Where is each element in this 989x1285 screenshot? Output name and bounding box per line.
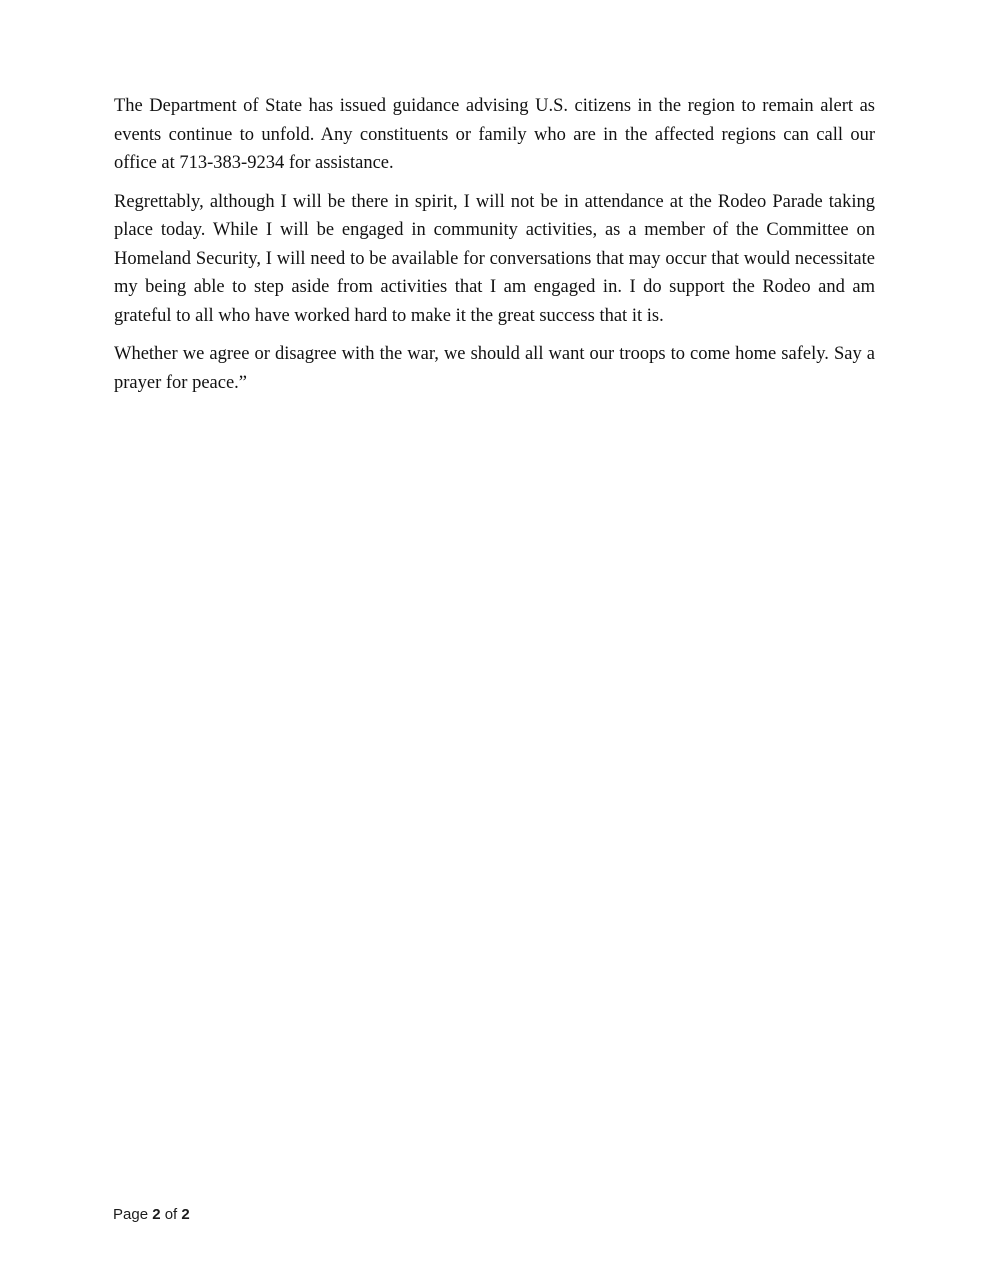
footer-total-pages: 2	[181, 1206, 190, 1223]
paragraph-rodeo-parade-regrets: Regrettably, although I will be there in spirit, I will not be in attendance at the Rodeo Parade taking place today. While I will be engaged in community activities, as a member of the Committee on Homeland Security, I will need to be available for conversations that may occur that would necessitate my being able to step aside from activities that I am engaged in. I do support the Rodeo and am grateful to all who have worked hard to make it the great success that it is.	[114, 191, 875, 326]
footer-page-label: Page	[113, 1206, 153, 1223]
paragraph-state-department-guidance: The Department of State has issued guidance advising U.S. citizens in the region to remain alert as events continue to unfold. Any constituents or family who are in the affected regions can call our office at 713-383-9234 for assistance.	[114, 96, 875, 173]
page-footer	[113, 1205, 190, 1225]
paragraph-troops-prayer: Whether we agree or disagree with the war, we should all want our troops to come home safely. Say a prayer for peace.”	[114, 344, 875, 393]
footer-page-number: 2	[152, 1206, 161, 1223]
footer-of-label: of	[160, 1206, 182, 1223]
document-text-body	[114, 92, 875, 407]
